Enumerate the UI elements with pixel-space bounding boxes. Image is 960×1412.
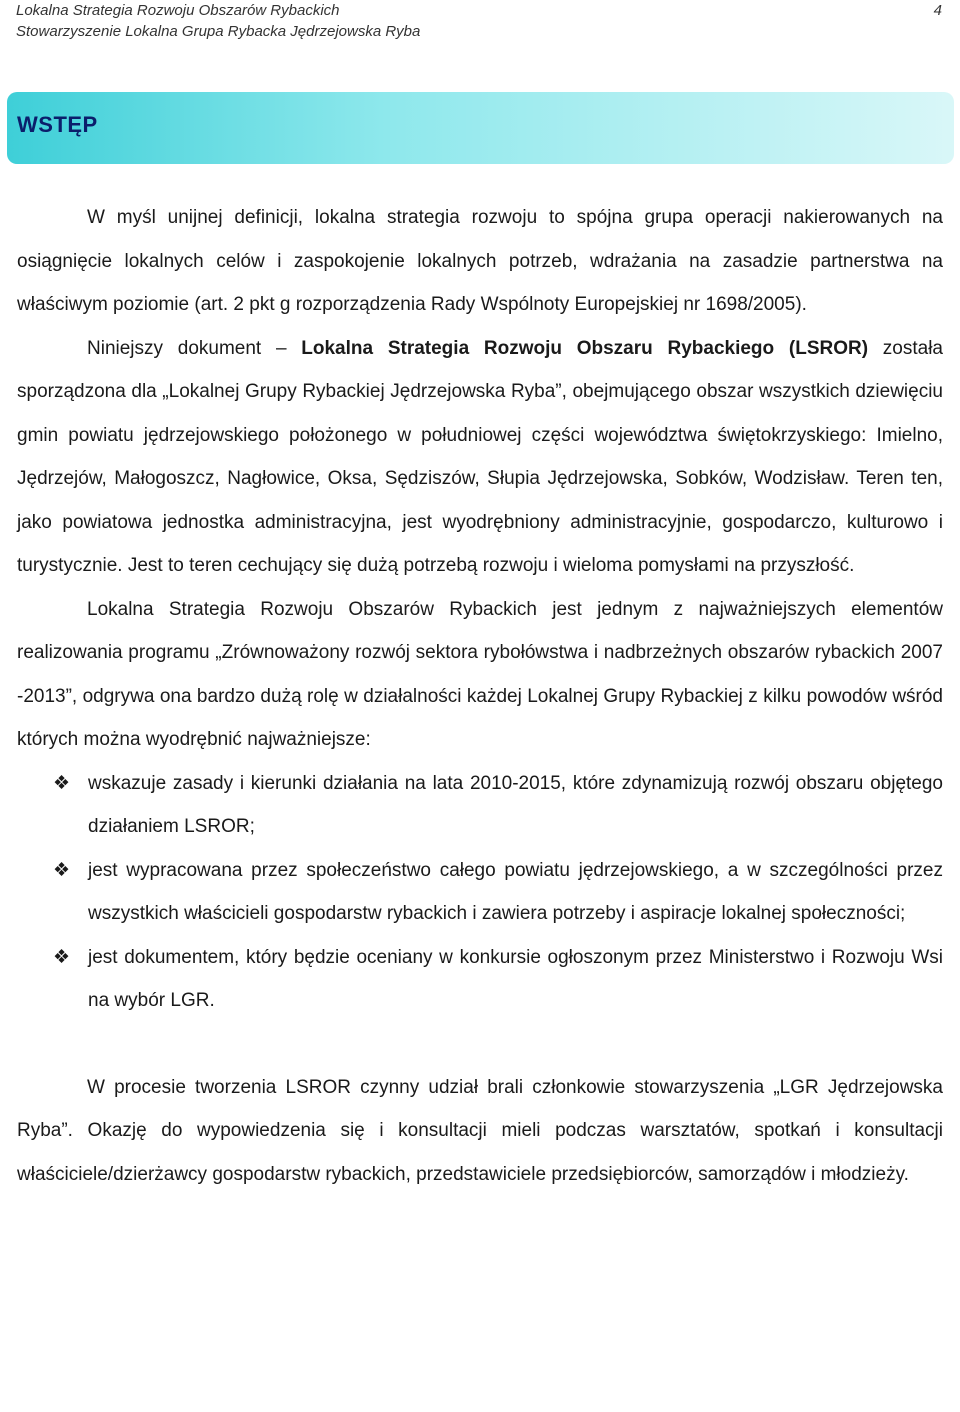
list-item xyxy=(17,762,943,849)
reasons-list xyxy=(17,762,943,1023)
header-organization: Stowarzyszenie Lokalna Grupa Rybacka Jędrzejowska Ryba xyxy=(16,23,421,40)
diamond-bullet-icon: ❖ xyxy=(53,859,71,881)
diamond-bullet-icon: ❖ xyxy=(53,772,71,794)
spacer xyxy=(17,1023,943,1066)
list-item-text: jest dokumentem, który będzie oceniany w konkursie ogłoszonym przez Ministerstwo i Rozwoju Wsi na wybór LGR. xyxy=(88,946,943,1011)
strategy-name: Lokalna Strategia Rozwoju Obszaru Rybackiego (LSROR) xyxy=(301,337,869,359)
list-item-text: jest wypracowana przez społeczeństwo całego powiatu jędrzejowskiego, a w szczególności przez wszystkich właścicieli gospodarstw rybackich i zawiera potrzeby i aspiracje lokalnej społeczności; xyxy=(88,859,943,924)
document-body xyxy=(17,196,943,1196)
paragraph-text: została sporządzona dla „Lokalnej Grupy Rybackiej Jędrzejowska Ryba”, obejmującego obszar wszystkich dziewięciu gmin powiatu jędrzejowskiego położonego w południowej części województwa świętokrzyskiego: Imielno, Jędrzejów, Małogoszcz, Nagłowice, Oksa, Sędziszów, Słupia Jędrzejowska, Sobków, Wodzisław. Teren ten, jako powiatowa jednostka administracyjna, jest wyodrębniony administracyjnie, gospodarczo, kulturowo i turystycznie. Jest to teren cechujący się dużą potrzebą rozwoju i wieloma pomysłami na przyszłość. xyxy=(17,337,943,576)
page-number: 4 xyxy=(933,2,942,19)
paragraph-definition: W myśl unijnej definicji, lokalna strategia rozwoju to spójna grupa operacji nakierowanych na osiągnięcie lokalnych celów i zaspokojenie lokalnych potrzeb, wdrażania na zasadzie partnerstwa na właściwym poziomie (art. 2 pkt g rozporządzenia Rady Wspólnoty Europejskiej nr 1698/2005). xyxy=(17,207,943,315)
list-item-text: wskazuje zasady i kierunki działania na lata 2010-2015, które zdynamizują rozwój obszaru objętego działaniem LSROR; xyxy=(88,772,943,837)
diamond-bullet-icon: ❖ xyxy=(53,946,71,968)
section-banner xyxy=(7,92,954,164)
paragraph-importance: Lokalna Strategia Rozwoju Obszarów Rybackich jest jednym z najważniejszych elementów realizowania programu „Zrównoważony rozwój sektora rybołówstwa i nadbrzeżnych obszarów rybackich 2007 -2013”, odgrywa ona bardzo dużą rolę w działalności każdej Lokalnej Grupy Rybackiej z kilku powodów wśród których można wyodrębnić najważniejsze: xyxy=(17,598,943,750)
paragraph-document-intro xyxy=(17,327,943,588)
paragraph-text: Niniejszy dokument – xyxy=(87,337,302,359)
section-title: WSTĘP xyxy=(17,112,98,137)
list-item xyxy=(17,936,943,1023)
list-item xyxy=(17,849,943,936)
header-document-title: Lokalna Strategia Rozwoju Obszarów Rybackich xyxy=(16,2,340,19)
page-header xyxy=(16,0,946,42)
paragraph-participation: W procesie tworzenia LSROR czynny udział brali członkowie stowarzyszenia „LGR Jędrzejowska Ryba”. Okazję do wypowiedzenia się i konsultacji mieli podczas warsztatów, spotkań i konsultacji właściciele/dzierżawcy gospodarstw rybackich, przedstawiciele przedsiębiorców, samorządów i młodzieży. xyxy=(17,1076,943,1185)
